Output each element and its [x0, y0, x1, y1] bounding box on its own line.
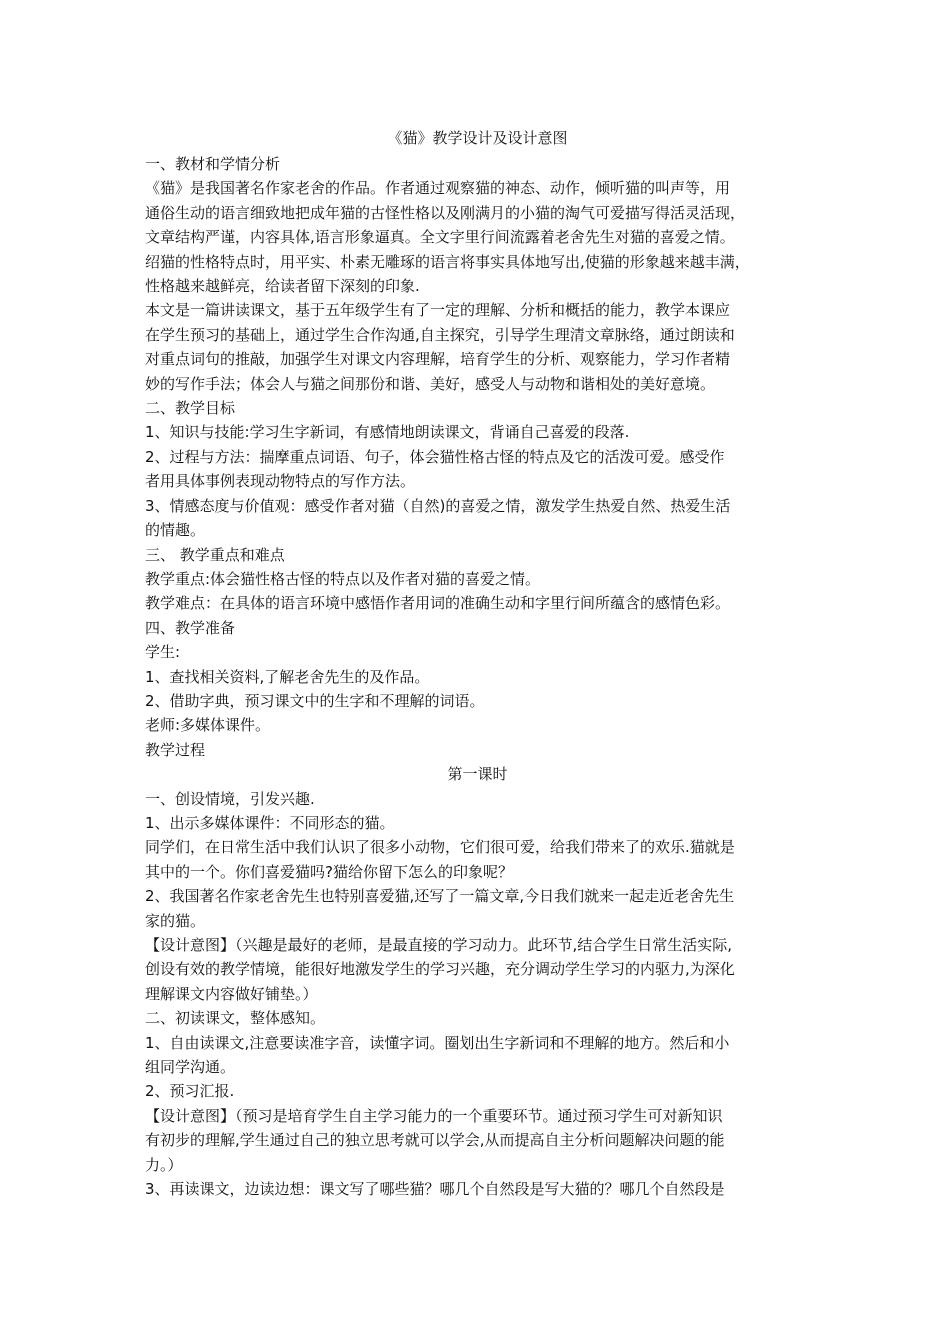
text-line: 组同学沟通。 [145, 1058, 236, 1077]
text-line: 者用具体事例表现动物特点的写作方法。 [145, 472, 416, 491]
text-line: 力。） [145, 1155, 183, 1174]
text-line: 家的猫。 [145, 911, 206, 930]
text-line: 学生: [145, 643, 181, 662]
text-line: 对重点词句的推敲，加强学生对课文内容理解，培育学生的分析、观察能力，学习作者精 [145, 350, 731, 369]
text-line: 二、教学目标 [145, 399, 236, 418]
text-line: 妙的写作手法；体会人与猫之间那份和谐、美好，感受人与动物和谐相处的美好意境。 [145, 374, 716, 393]
text-line: 同学们，在日常生活中我们认识了很多小动物，它们很可爱，给我们带来了的欢乐.猫就是 [145, 838, 735, 857]
lesson-heading: 第一课时 [447, 765, 508, 784]
text-line: 其中的一个。你们喜爱猫吗?猫给你留下怎么的印象呢？ [145, 862, 513, 881]
text-line: 【设计意图】（兴趣是最好的老师，是最直接的学习动力。此环节,结合学生日常生活实际, [145, 936, 733, 954]
text-line: 1、出示多媒体课件：不同形态的猫。 [145, 813, 395, 832]
text-line: 二、初读课文，整体感知。 [145, 1009, 326, 1028]
text-line: 老师:多媒体课件。 [145, 716, 271, 735]
text-line: 《猫》是我国著名作家老舍的作品。作者通过观察猫的神态、动作，倾听猫的叫声等，用 [145, 179, 731, 198]
document-title: 《猫》教学设计及设计意图 [387, 129, 568, 147]
section-part1 [145, 152, 810, 762]
text-line: 教学过程 [145, 740, 206, 759]
text-line: 一、教材和学情分析 [145, 155, 281, 173]
text-line: 3、情感态度与价值观：感受作者对猫（自然)的喜爱之情，激发学生热爱自然、热爱生活 [145, 496, 731, 515]
text-line: 性格越来越鲜亮，给读者留下深刻的印象. [145, 277, 420, 296]
text-line: 理解课文内容做好铺垫。） [145, 984, 318, 1003]
document-body [145, 124, 810, 1201]
text-line: 2、我国著名作家老舍先生也特别喜爱猫,还写了一篇文章,今日我们就来一起走近老舍先生 [145, 887, 735, 906]
text-line: 一、创设情境，引发兴趣. [145, 789, 315, 808]
text-line: 的情趣。 [145, 521, 206, 540]
text-line: 3、再读课文，边读边想：课文写了哪些猫？哪几个自然段是写大猫的？哪几个自然段是 [145, 1180, 725, 1199]
text-line: 通俗生动的语言细致地把成年猫的古怪性格以及刚满月的小猫的淘气可爱描写得活灵活现， [145, 203, 746, 222]
text-line: 2、过程与方法：揣摩重点词语、句子，体会猫性格古怪的特点及它的活泼可爱。感受作 [145, 447, 725, 466]
text-line: 1、知识与技能:学习生字新词，有感情地朗读课文，背诵自己喜爱的段落. [145, 423, 630, 442]
text-line: 创设有效的教学情境，能很好地激发学生的学习兴趣，充分调动学生学习的内驱力,为深化 [145, 960, 735, 979]
text-line: 文章结构严谨，内容具体,语言形象逼真。全文字里行间流露着老舍先生对猫的喜爱之情。 [145, 228, 735, 247]
text-line: 1、查找相关资料,了解老舍先生的及作品。 [145, 667, 430, 686]
text-line: 四、教学准备 [145, 618, 236, 637]
text-line: 【设计意图】（预习是培育学生自主学习能力的一个重要环节。通过预习学生可对新知识 [145, 1106, 723, 1125]
text-line: 本文是一篇讲读课文，基于五年级学生有了一定的理解、分析和概括的能力，教学本课应 [145, 301, 731, 320]
text-line: 在学生预习的基础上，通过学生合作沟通,自主探究，引导学生理清文章脉络，通过朗读和 [145, 325, 735, 344]
text-line: 1、自由读课文,注意要读准字音，读懂字词。圈划出生字新词和不理解的地方。然后和小 [145, 1033, 730, 1052]
text-line: 三、 教学重点和难点 [145, 545, 285, 564]
text-line: 教学难点：在具体的语言环境中感悟作者用词的准确生动和字里行间所蕴含的感情色彩。 [145, 594, 731, 613]
text-line: 有初步的理解,学生通过自己的独立思考就可以学会,从而提高自主分析问题解决问题的能 [145, 1131, 725, 1150]
text-line: 2、借助字典，预习课文中的生字和不理解的词语。 [145, 691, 485, 710]
section-part2 [145, 787, 810, 1202]
text-line: 教学重点:体会猫性格古怪的特点以及作者对猫的喜爱之情。 [145, 569, 541, 588]
text-line: 2、预习汇报. [145, 1082, 235, 1101]
text-line: 绍猫的性格特点时，用平实、朴素无雕琢的语言将事实具体地写出,使猫的形象越来越丰满， [145, 252, 750, 271]
